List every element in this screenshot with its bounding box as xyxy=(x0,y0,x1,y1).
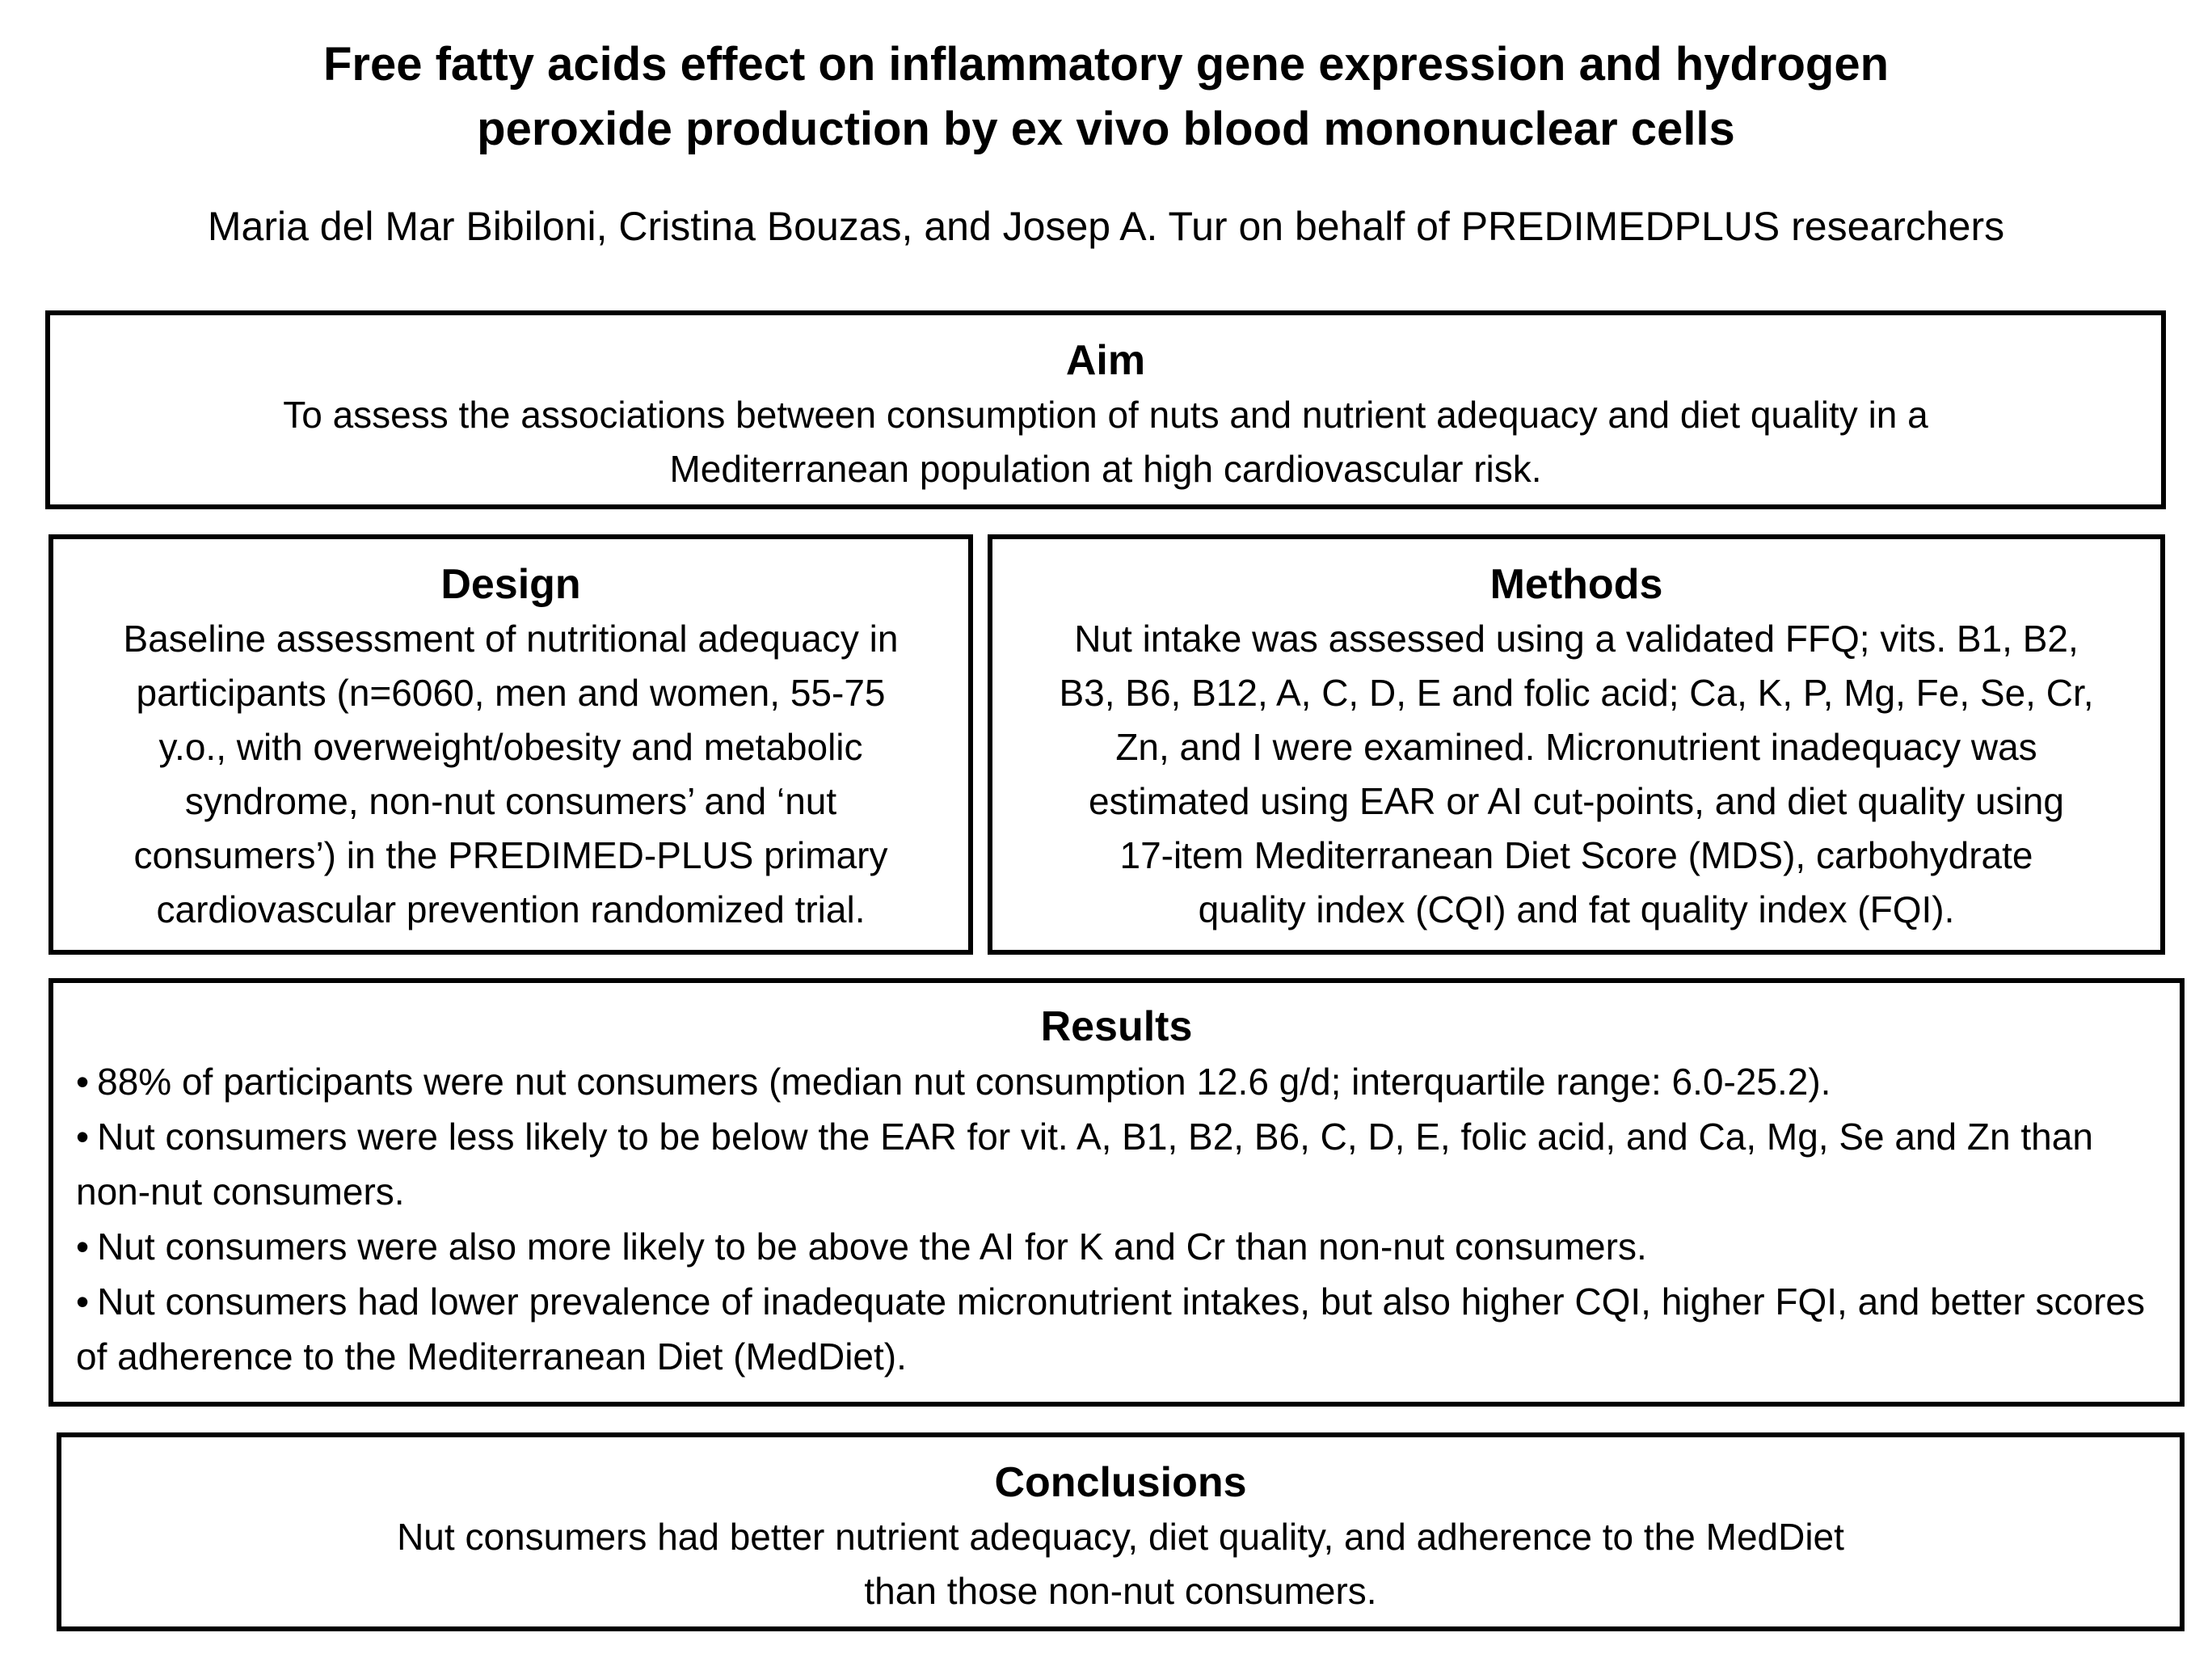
authors-line: Maria del Mar Bibiloni, Cristina Bouzas, and Josep A. Tur on behalf of PREDIMEDPLUS researchers xyxy=(207,204,2005,249)
results-list-item xyxy=(76,1109,2157,1219)
design-heading: Design xyxy=(440,561,581,608)
conclusions-heading: Conclusions xyxy=(994,1459,1247,1506)
methods-text-line: Zn, and I were examined. Micronutrient inadequacy was xyxy=(1115,726,2037,768)
design-text xyxy=(68,612,954,937)
methods-box xyxy=(988,534,2165,955)
bullet-icon: • xyxy=(76,1226,90,1268)
poster-title-line-1: Free fatty acids effect on inflammatory gene expression and hydrogen xyxy=(322,38,1890,91)
results-item-text: Nut consumers were less likely to be below the EAR for vit. A, B1, B2, B6, C, D, E, folic acid, and Ca, Mg, Se and Zn than non-nut consumers. xyxy=(76,1116,2093,1213)
methods-text-line: estimated using EAR or AI cut-points, and diet quality using xyxy=(1089,780,2064,822)
results-item-text: Nut consumers had lower prevalence of inadequate micronutrient intakes, but also higher CQI, higher FQI, and better scores of adherence to the Mediterranean Diet (MedDiet). xyxy=(76,1280,2145,1377)
results-list-item xyxy=(76,1274,2157,1384)
results-box xyxy=(48,978,2185,1407)
bullet-icon: • xyxy=(76,1061,90,1103)
design-text-line: consumers’) in the PREDIMED-PLUS primary xyxy=(133,834,888,876)
results-list xyxy=(76,1054,2157,1384)
results-list-item xyxy=(76,1054,2157,1109)
conclusions-text xyxy=(61,1510,2180,1618)
results-list-item xyxy=(76,1219,2157,1274)
methods-text-line: 17-item Mediterranean Diet Score (MDS), carbohydrate xyxy=(1119,834,2033,876)
aim-text-line-2: Mediterranean population at high cardiovascular risk. xyxy=(669,448,1542,490)
methods-heading: Methods xyxy=(1489,561,1663,608)
results-item-text: 88% of participants were nut consumers (median nut consumption 12.6 g/d; interquartile range: 6.0-25.2). xyxy=(97,1061,1831,1103)
results-item-text: Nut consumers were also more likely to be above the AI for K and Cr than non-nut consumers. xyxy=(97,1226,1647,1268)
bullet-icon: • xyxy=(76,1280,90,1323)
aim-text-line-1: To assess the associations between consumption of nuts and nutrient adequacy and diet quality in a xyxy=(283,394,1928,436)
methods-text-line: quality index (CQI) and fat quality index (FQI). xyxy=(1198,888,1955,930)
poster-title-line-2: peroxide production by ex vivo blood mononuclear cells xyxy=(477,103,1735,155)
design-box xyxy=(48,534,973,955)
design-text-line: participants (n=6060, men and women, 55-75 xyxy=(136,672,886,714)
bullet-icon: • xyxy=(76,1116,90,1158)
design-text-line: Baseline assessment of nutritional adequacy in xyxy=(123,618,899,660)
methods-text-line: Nut intake was assessed using a validated FFQ; vits. B1, B2, xyxy=(1074,618,2079,660)
design-text-line: syndrome, non-nut consumers’ and ‘nut xyxy=(184,780,837,822)
aim-box xyxy=(45,310,2166,509)
aim-text xyxy=(50,388,2161,496)
methods-text-line: B3, B6, B12, A, C, D, E and folic acid; Ca, K, P, Mg, Fe, Se, Cr, xyxy=(1059,672,2094,714)
methods-text xyxy=(1010,612,2142,937)
conclusions-text-line-1: Nut consumers had better nutrient adequacy, diet quality, and adherence to the MedDiet xyxy=(397,1516,1844,1558)
conclusions-box xyxy=(57,1432,2185,1631)
results-heading: Results xyxy=(1040,1003,1193,1050)
design-text-line: cardiovascular prevention randomized trial. xyxy=(156,888,866,930)
poster-title xyxy=(0,32,2212,162)
conclusions-text-line-2: than those non-nut consumers. xyxy=(864,1570,1377,1612)
design-text-line: y.o., with overweight/obesity and metabolic xyxy=(158,726,863,768)
aim-heading: Aim xyxy=(1065,337,1146,384)
